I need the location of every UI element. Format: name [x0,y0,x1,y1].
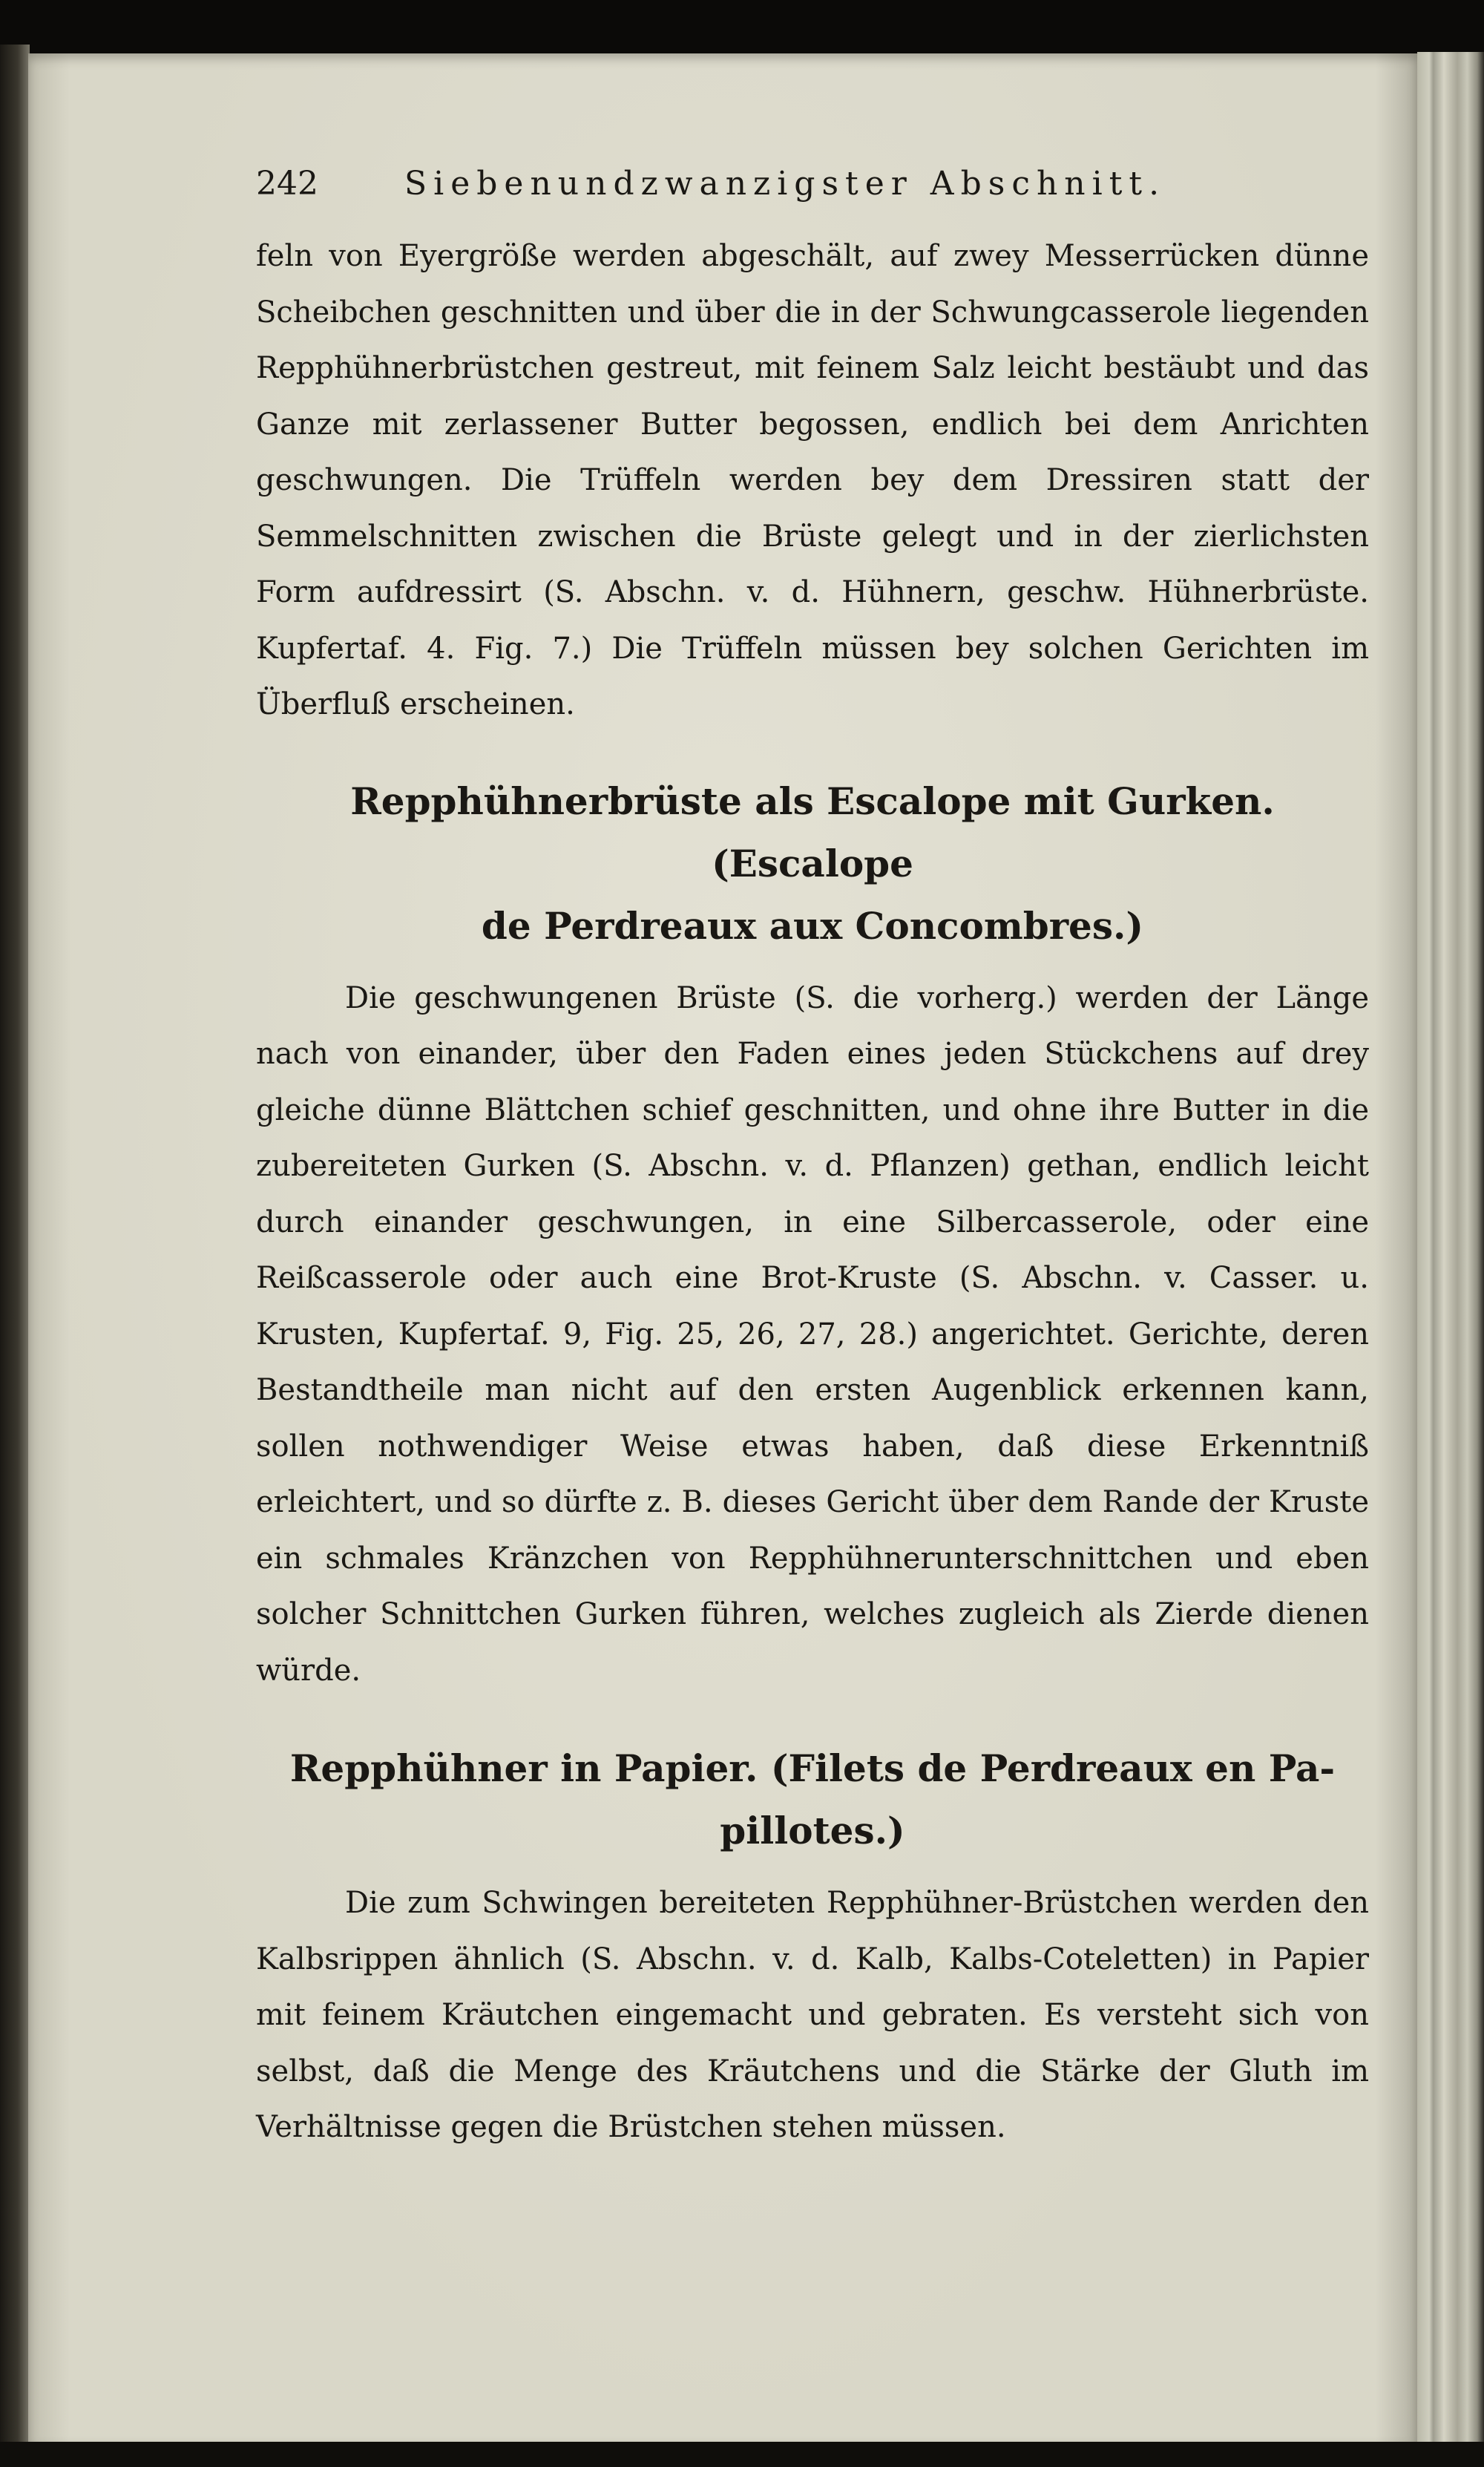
heading-line: Repphühnerbrüste als Escalope mit Gurken. (Escalope [350,779,1275,885]
section-heading-escalope [256,770,1369,957]
continued-paragraph: feln von Eyergröße werden abgeschält, auf zwey Messerrücken dünne Scheibchen geschnitten und über die in der Schwungcasserole liegenden Repphühnerbrüstchen gestreut, mit feinem Salz leicht bestäubt und das Ganze mit zerlassener Butter begossen, endlich bei dem Anrichten geschwungen. Die Trüffeln werden bey dem Dressiren statt der Semmelschnitten zwischen die Brüste gelegt und in der zierlichsten Form aufdressirt (S. Abschn. v. d. Hühnern, geschw. Hühnerbrüste. Kupfertaf. 4. Fig. 7.) Die Trüffeln müssen bey solchen Gerichten im Überfluß erscheinen. [256,239,1369,721]
running-title: Siebenundzwanzigster Abschnitt. [404,165,1166,203]
heading-line: pillotes.) [720,1809,905,1852]
section-paragraph-papillotes: Die zum Schwingen bereiteten Repphühner-Brüstchen werden den Kalbsrippen ähnlich (S. Abschn. v. d. Kalb, Kalbs-Coteletten) in Papier mit feinem Kräutchen eingemacht und gebraten. Es versteht sich von selbst, daß die Menge des Kräutchens und die Stärke der Gluth im Verhältnisse gegen die Brüstchen stehen müssen. [256,1886,1369,2144]
running-head [256,165,1369,217]
page-edges-right [1417,52,1484,2467]
section-heading-papillotes [256,1737,1369,1862]
heading-line: Repphühner in Papier. (Filets de Perdreaux en Pa- [289,1746,1336,1790]
book-spine-shadow [0,45,30,2467]
page-number: 242 [256,165,318,203]
scan-top-border [0,0,1484,53]
text-block [256,165,1369,2156]
heading-line: de Perdreaux aux Concombres.) [481,903,1144,948]
scan-bottom-border [0,2442,1484,2467]
section-paragraph-escalope: Die geschwungenen Brüste (S. die vorherg.) werden der Länge nach von einander, über den Faden eines jeden Stückchens auf drey gleiche dünne Blättchen schief geschnitten, und ohne ihre Butter in die zubereiteten Gurken (S. Abschn. v. d. Pflanzen) gethan, endlich leicht durch einander geschwungen, in eine Silbercasserole, oder eine Reißcasserole oder auch eine Brot-Kruste (S. Abschn. v. Casser. u. Krusten, Kupfertaf. 9, Fig. 25, 26, 27, 28.) angerichtet. Gerichte, deren Bestandtheile man nicht auf den ersten Augenblick erkennen kann, sollen nothwendiger Weise etwas haben, daß diese Erkenntniß erleichtert, und so dürfte z. B. dieses Gericht über dem Rande der Kruste ein schmales Kränzchen von Repphühnerunterschnittchen und eben solcher Schnittchen Gurken führen, welches zugleich als Zierde dienen würde. [256,980,1369,1688]
